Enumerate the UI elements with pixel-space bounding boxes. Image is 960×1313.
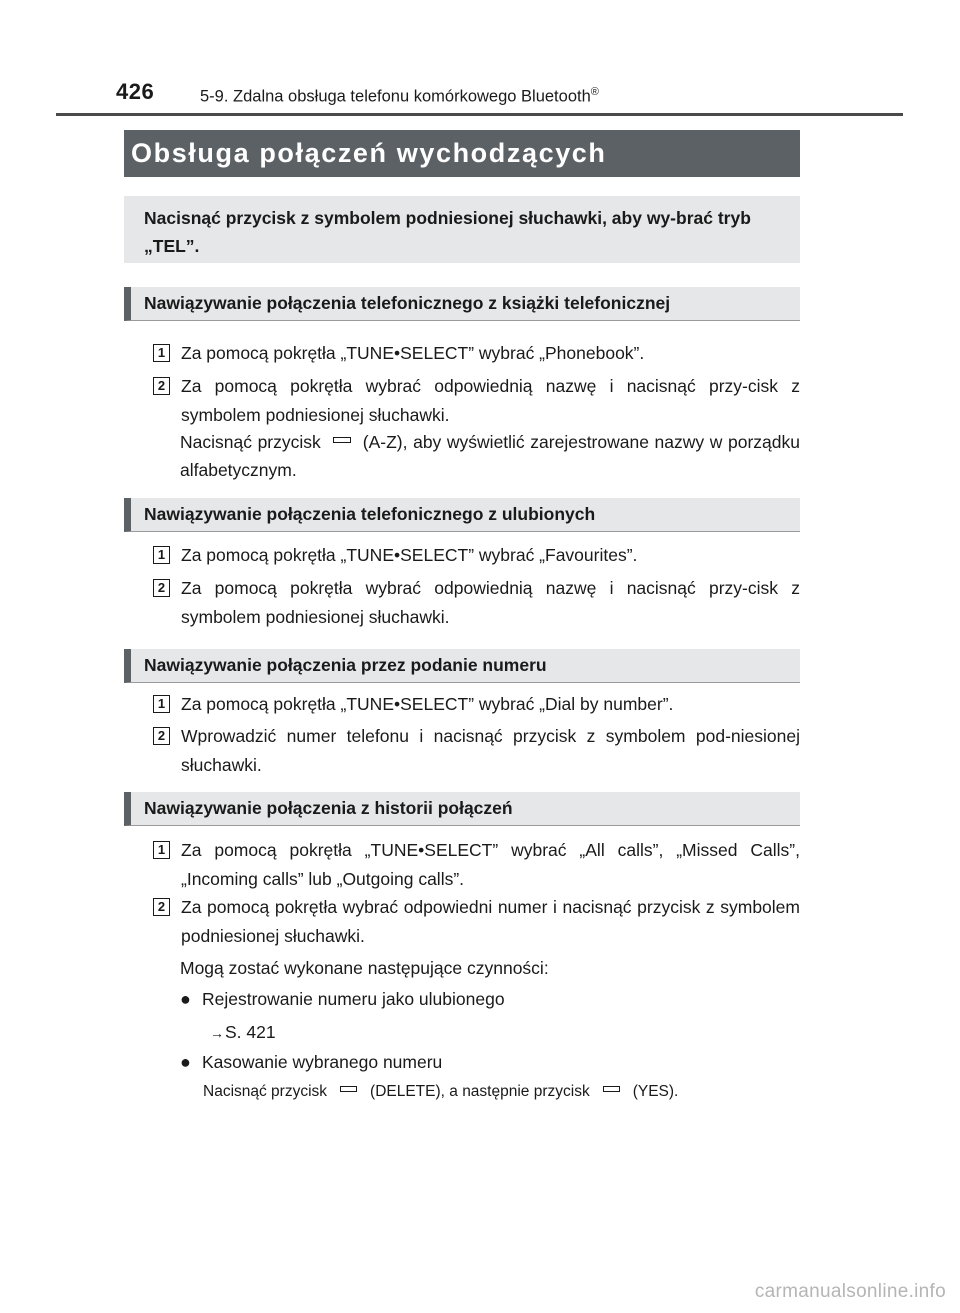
bullet-dot-icon: ● bbox=[180, 1052, 191, 1072]
bullet-register-favourite: ● Rejestrowanie numeru jako ulubionego bbox=[180, 985, 800, 1013]
page-number: 426 bbox=[116, 79, 155, 104]
header-rule bbox=[56, 113, 903, 116]
intro-box: Nacisnąć przycisk z symbolem podniesionej słuchawki, aby wy-brać tryb „TEL”. bbox=[124, 196, 800, 263]
note-az: Nacisnąć przycisk (A-Z), aby wyświetlić zarejestrowane nazwy w porządku alfabetycznym. bbox=[180, 432, 800, 480]
step-number: 2 bbox=[153, 377, 170, 395]
step-text: Za pomocą pokrętła wybrać odpowiedni numer i nacisnąć przycisk z symbolem podniesionej słuchawki. bbox=[181, 897, 800, 946]
running-header: 5-9. Zdalna obsługa telefonu komórkowego Bluetooth® bbox=[200, 86, 599, 106]
step-phonebook-2 bbox=[153, 372, 800, 430]
page-reference: →S. 421 bbox=[210, 1022, 276, 1042]
note-actions: Mogą zostać wykonane następujące czynności: bbox=[180, 958, 549, 978]
step-text: Za pomocą pokrętła „TUNE•SELECT” wybrać „Phonebook”. bbox=[181, 343, 645, 363]
subheading-call-history: Nawiązywanie połączenia z historii połączeń bbox=[124, 792, 800, 826]
step-text: Za pomocą pokrętła „TUNE•SELECT” wybrać „Dial by number”. bbox=[181, 694, 674, 714]
arrow-right-icon: → bbox=[210, 1025, 224, 1041]
step-text: Za pomocą pokrętła wybrać odpowiednią nazwę i nacisnąć przy-cisk z symbolem podniesionej słuchawki. bbox=[181, 376, 800, 425]
step-text: Wprowadzić numer telefonu i nacisnąć przycisk z symbolem pod-niesionej słuchawki. bbox=[181, 726, 800, 775]
watermark: carmanualsonline.info bbox=[754, 1281, 946, 1302]
step-text: Za pomocą pokrętła „TUNE•SELECT” wybrać „All calls”, „Missed Calls”, „Incoming calls” lub „Outgoing calls”. bbox=[181, 840, 800, 889]
step-phonebook-1 bbox=[153, 339, 800, 368]
button-icon bbox=[603, 1086, 620, 1092]
step-number: 2 bbox=[153, 898, 170, 916]
step-text: Za pomocą pokrętła „TUNE•SELECT” wybrać „Favourites”. bbox=[181, 545, 638, 565]
step-history-1 bbox=[153, 836, 800, 894]
page-title: Obsługa połączeń wychodzących bbox=[124, 130, 800, 177]
step-dial-1 bbox=[153, 690, 800, 719]
step-history-2 bbox=[153, 893, 800, 951]
step-number: 1 bbox=[153, 841, 170, 859]
step-number: 2 bbox=[153, 579, 170, 597]
registered-mark: ® bbox=[590, 86, 599, 98]
step-number: 1 bbox=[153, 344, 170, 362]
delete-instruction: Nacisnąć przycisk (DELETE), a następnie przycisk (YES). bbox=[203, 1083, 679, 1100]
step-number: 1 bbox=[153, 695, 170, 713]
step-favourites-1 bbox=[153, 541, 800, 570]
subheading-favourites: Nawiązywanie połączenia telefonicznego z ulubionych bbox=[124, 498, 800, 532]
step-text: Za pomocą pokrętła wybrać odpowiednią nazwę i nacisnąć przy-cisk z symbolem podniesionej słuchawki. bbox=[181, 578, 800, 627]
subheading-dial-number: Nawiązywanie połączenia przez podanie numeru bbox=[124, 649, 800, 683]
bullet-delete-number: ● Kasowanie wybranego numeru bbox=[180, 1048, 800, 1076]
step-favourites-2 bbox=[153, 574, 800, 632]
step-dial-2 bbox=[153, 722, 800, 780]
button-icon bbox=[340, 1086, 357, 1092]
bullet-dot-icon: ● bbox=[180, 989, 191, 1009]
step-number: 2 bbox=[153, 727, 170, 745]
button-icon bbox=[333, 437, 351, 443]
subheading-phonebook: Nawiązywanie połączenia telefonicznego z książki telefonicznej bbox=[124, 287, 800, 321]
step-number: 1 bbox=[153, 546, 170, 564]
